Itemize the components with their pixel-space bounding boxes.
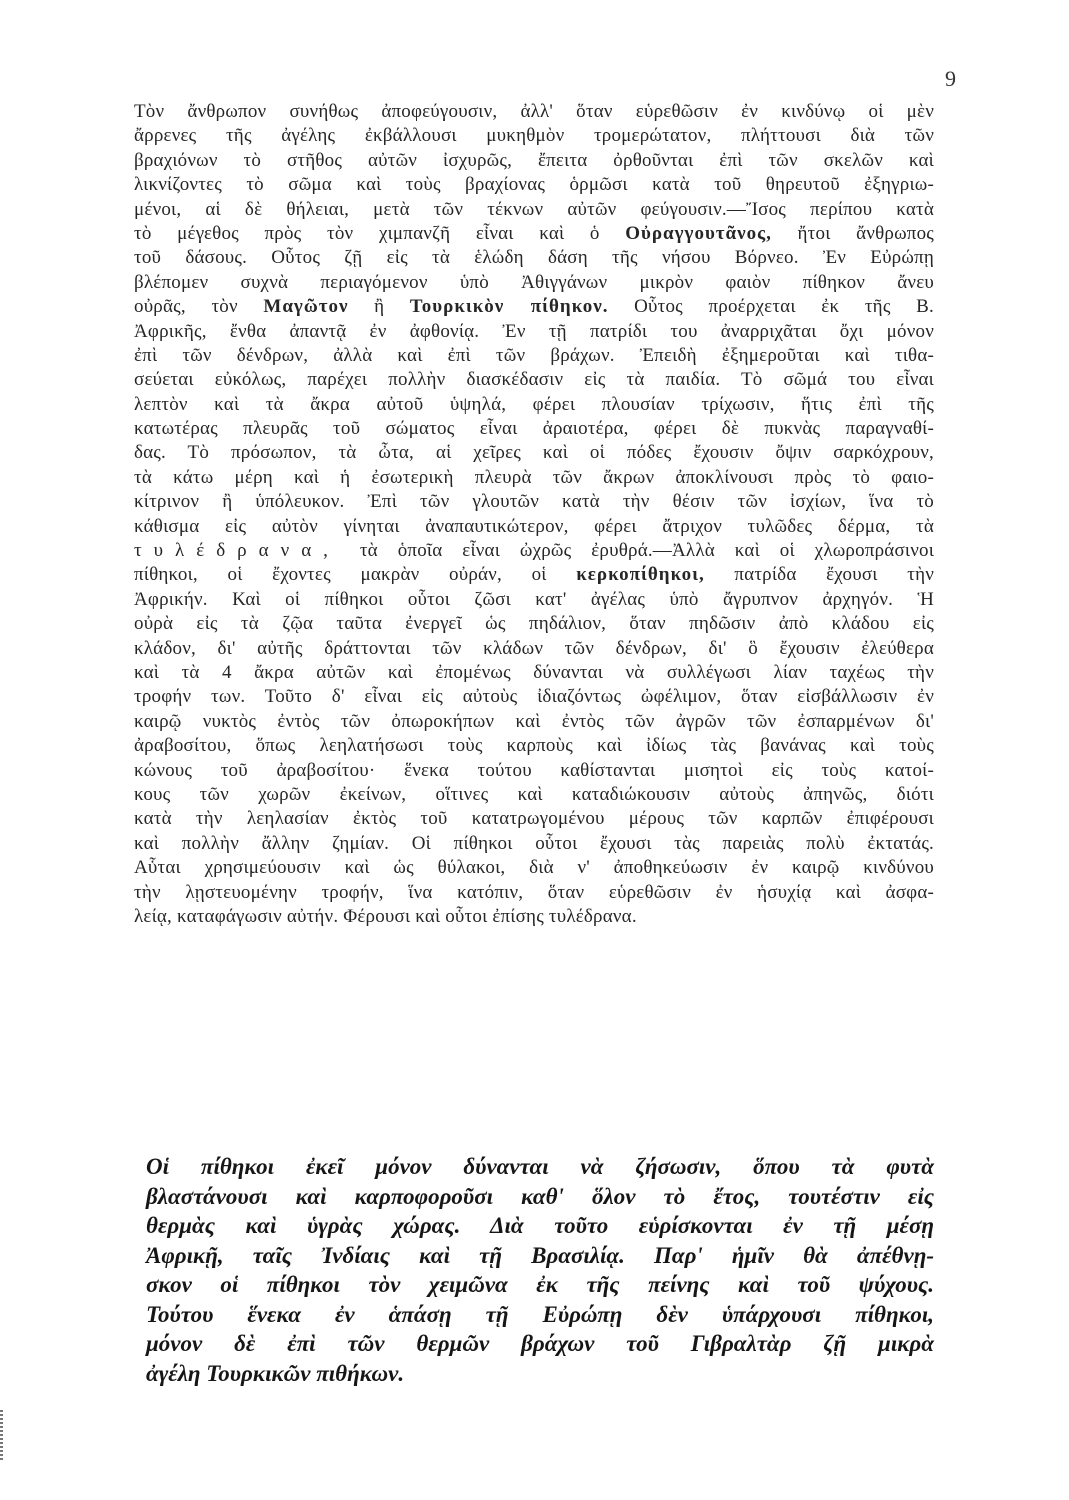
emphasis-paragraph — [146, 1152, 934, 1388]
text-line: καιρῷ νυκτὸς ἐντὸς τῶν ὀπωροκήπων καὶ ἐντὸς τῶν ἀγρῶν τῶν ἐσπαρμένων δι' — [134, 710, 934, 732]
text-line: Ἀφρικῆς, ἔνθα ἀπαντᾷ ἐν ἀφθονίᾳ. Ἐν τῇ πατρίδι του ἀναρριχᾶται ὄχι μόνον — [134, 320, 934, 342]
text-line: καὶ τὰ 4 ἄκρα αὐτῶν καὶ ἐπομένως δύνανται νὰ συλλέγωσι λίαν ταχέως τὴν — [134, 661, 934, 683]
text-line: βλέπομεν συχνὰ περιαγόμενον ὑπὸ Ἀθιγγάνων μικρὸν φαιὸν πίθηκον ἄνευ — [134, 271, 934, 293]
text-line: τοῦ δάσους. Οὗτος ζῇ εἰς τὰ ἑλώδη δάση τῆς νήσου Βόρνεο. Ἐν Εὐρώπῃ — [134, 247, 934, 269]
text-line: κίτρινον ἢ ὑπόλευκον. Ἐπὶ τῶν γλουτῶν κατὰ τὴν θέσιν τῶν ἰσχίων, ἵνα τὸ — [134, 491, 934, 513]
text-line: Αὗται χρησιμεύουσιν καὶ ὡς θύλακοι, διὰ ν' ἀποθηκεύωσιν ἐν καιρῷ κινδύνου — [134, 857, 934, 879]
emphasis-line: Ἀφρικῇ, ταῖς Ἰνδίαις καὶ τῇ Βρασιλίᾳ. Παρ' ἡμῖν θὰ ἀπέθνῃ- — [146, 1242, 934, 1268]
text-line: κώνους τοῦ ἀραβοσίτου· ἕνεκα τούτου καθίστανται μισητοὶ εἰς τοὺς κατοί- — [134, 759, 934, 781]
text-line: τὴν λῃστευομένην τροφήν, ἵνα κατόπιν, ὅταν εὑρεθῶσιν ἐν ἡσυχίᾳ καὶ ἀσφα- — [134, 881, 934, 903]
text-line: βραχιόνων τὸ στῆθος αὐτῶν ἰσχυρῶς, ἔπειτα ὀρθοῦνται ἐπὶ τῶν σκελῶν καὶ — [134, 149, 934, 171]
text-line: μένοι, αἱ δὲ θήλειαι, μετὰ τῶν τέκνων αὐτῶν φεύγουσιν.—Ἴσος περίπου κατὰ — [134, 198, 934, 220]
text-line: κατωτέρας πλευρᾶς τοῦ σώματος εἶναι ἀραιοτέρα, φέρει δὲ πυκνὰς παραγναθί- — [134, 418, 934, 440]
text-line: δας. Τὸ πρόσωπον, τὰ ὦτα, αἱ χεῖρες καὶ οἱ πόδες ἔχουσιν ὄψιν σαρκόχρουν, — [134, 442, 934, 464]
text-line: σεύεται εὐκόλως, παρέχει πολλὴν διασκέδασιν εἰς τὰ παιδία. Τὸ σῶμά του εἶναι — [134, 369, 934, 391]
text-segment: Οὗτος προέρχεται ἐκ τῆς Β. — [634, 296, 934, 318]
text-line: λεπτὸν καὶ τὰ ἄκρα αὐτοῦ ὑψηλά, φέρει πλουσίαν τρίχωσιν, ἥτις ἐπὶ τῆς — [134, 393, 934, 415]
text-segment: ἢ — [374, 296, 385, 318]
emphasis-line: Τούτου ἕνεκα ἐν ἁπάσῃ τῇ Εὐρώπῃ δὲν ὑπάρχουσι πίθηκοι, — [146, 1301, 934, 1327]
text-line — [134, 222, 934, 246]
text-line — [134, 539, 934, 563]
text-line — [134, 563, 934, 587]
text-segment: τὸ μέγεθος πρὸς τὸν χιμπανζῆ εἶναι καὶ ὁ — [134, 222, 600, 244]
text-line: τὰ κάτω μέρη καὶ ἡ ἐσωτερικὴ πλευρὰ τῶν ἄκρων ἀποκλίνουσι πρὸς τὸ φαιο- — [134, 466, 934, 488]
scan-edge-mark — [0, 1410, 3, 1460]
emphasis-line: σκον οἱ πίθηκοι τὸν χειμῶνα ἐκ τῆς πείνης καὶ τοῦ ψύχους. — [146, 1272, 934, 1297]
text-segment: πίθηκοι, οἱ ἔχοντες μακρὰν οὐράν, οἱ — [134, 564, 547, 586]
emphasis-line: βλαστάνουσι καὶ καρποφοροῦσι καθ' ὅλον τὸ ἔτος, τουτέστιν εἰς — [146, 1183, 934, 1209]
emphasis-line: μόνον δὲ ἐπὶ τῶν θερμῶν βράχων τοῦ Γιβραλτὰρ ζῇ μικρὰ — [146, 1331, 934, 1356]
text-line: Τὸν ἄνθρωπον συνήθως ἀποφεύγουσιν, ἀλλ' ὅταν εὑρεθῶσιν ἐν κινδύνῳ οἱ μὲν — [134, 101, 934, 122]
text-line — [134, 295, 934, 319]
text-line: ἀραβοσίτου, ὅπως λεηλατήσωσι τοὺς καρποὺς καὶ ἰδίως τὰς βανάνας καὶ τοὺς — [134, 735, 934, 757]
emphasis-line: ἀγέλη Τουρκικῶν πιθήκων. — [146, 1360, 405, 1386]
term-orangutan: Οὐραγγουτᾶνος, — [625, 222, 772, 244]
emphasis-line: θερμὰς καὶ ὑγρὰς χώρας. Διὰ τοῦτο εὑρίσκονται ἐν τῇ μέσῃ — [146, 1213, 934, 1238]
body-paragraph — [134, 100, 934, 929]
text-segment: ἤτοι ἄνθρωπος — [797, 222, 934, 244]
text-line: Ἀφρικήν. Καὶ οἱ πίθηκοι οὗτοι ζῶσι κατ' ἀγέλας ὑπὸ ἄγρυπνον ἀρχηγόν. Ἡ — [134, 588, 934, 610]
text-line: λικνίζοντες τὸ σῶμα καὶ τοὺς βραχίονας ὁρμῶσι κατὰ τοῦ θηρευτοῦ ἐξηγριω- — [134, 174, 934, 196]
emphasis-line: Οἱ πίθηκοι ἐκεῖ μόνον δύνανται νὰ ζήσωσιν, ὅπου τὰ φυτὰ — [146, 1154, 934, 1179]
text-segment: οὐρᾶς, τὸν — [134, 296, 238, 318]
text-line: τροφήν των. Τοῦτο δ' εἶναι εἰς αὐτοὺς ἰδιαζόντως ὠφέλιμον, ὅταν εἰσβάλλωσιν ἐν — [134, 686, 934, 708]
term-turkish-monkey: Τουρκικὸν πίθηκον. — [409, 296, 609, 318]
text-segment: πατρίδα ἔχουσι τὴν — [734, 564, 934, 586]
term-tyledrana: τυλέδρανα, — [134, 540, 340, 562]
text-line: ἄρρενες τῆς ἀγέλης ἐκβάλλουσι μυκηθμὸν τρομερώτατον, πλήττουσι διὰ τῶν — [134, 125, 934, 147]
text-line: ἐπὶ τῶν δένδρων, ἀλλὰ καὶ ἐπὶ τῶν βράχων. Ἐπειδὴ ἐξημεροῦται καὶ τιθα- — [134, 344, 934, 366]
term-cercopithecus: κερκοπίθηκοι, — [576, 564, 705, 586]
text-line: κάθισμα εἰς αὐτὸν γίνηται ἀναπαυτικώτερον, φέρει ἄτριχον τυλῶδες δέρμα, τὰ — [134, 515, 934, 537]
text-line: κλάδον, δι' αὐτῆς δράττονται τῶν κλάδων τῶν δένδρων, δι' ὃ ἔχουσιν ἐλεύθερα — [134, 637, 934, 659]
text-line: λείᾳ, καταφάγωσιν αὐτήν. Φέρουσι καὶ οὗτοι ἐπίσης τυλέδρανα. — [134, 905, 637, 927]
text-line: κατὰ τὴν λεηλασίαν ἐκτὸς τοῦ κατατρωγομένου μέρους τῶν καρπῶν ἐπιφέρουσι — [134, 808, 934, 830]
page-number: 9 — [945, 66, 956, 91]
text-line: κους τῶν χωρῶν ἐκείνων, οἵτινες καὶ καταδιώκουσιν αὐτοὺς ἀπηνῶς, διότι — [134, 783, 934, 805]
text-segment: τὰ ὁποῖα εἶναι ὠχρῶς ἐρυθρά.—Ἀλλὰ καὶ οἱ χλωροπράσινοι — [359, 540, 935, 562]
text-line: καὶ πολλὴν ἄλλην ζημίαν. Οἱ πίθηκοι οὗτοι ἔχουσι τὰς παρειὰς πολὺ ἐκτατάς. — [134, 832, 934, 854]
term-magot: Μαγῶτον — [263, 296, 349, 318]
text-line: οὐρὰ εἰς τὰ ζῷα ταῦτα ἐνεργεῖ ὡς πηδάλιον, ὅταν πηδῶσιν ἀπὸ κλάδου εἰς — [134, 613, 934, 635]
